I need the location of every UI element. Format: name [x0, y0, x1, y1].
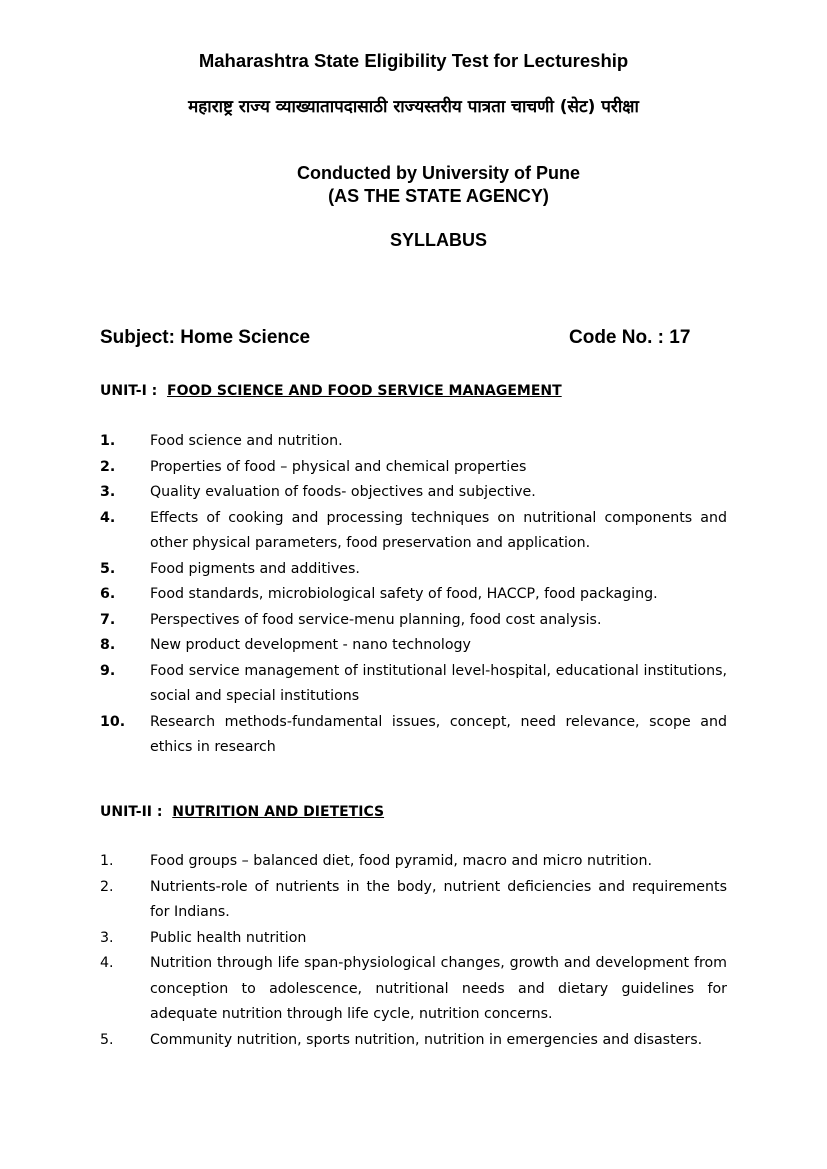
- conducted-block: [0, 162, 827, 208]
- marathi-title: महाराष्ट्र राज्य व्याख्यातापदासाठी राज्यस्तरीय पात्रता चाचणी (सेट) परीक्षा: [188, 97, 639, 117]
- unit-1-heading: [100, 383, 562, 399]
- unit-1-prefix: UNIT-I :: [100, 383, 158, 399]
- unit-1-title: FOOD SCIENCE AND FOOD SERVICE MANAGEMENT: [167, 383, 562, 399]
- exam-title: Maharashtra State Eligibility Test for Lectureship: [198, 50, 629, 71]
- list-item: 5. Community nutrition, sports nutrition, nutrition in emergencies and disasters.: [100, 1031, 703, 1048]
- list-item: 5. Food pigments and additives.: [100, 560, 360, 577]
- list-item: 10. Research methods-fundamental issues, concept, need relevance, scope and ethics in research: [100, 713, 727, 755]
- list-item: 1. Food science and nutrition.: [100, 433, 343, 449]
- list-item: 3. Public health nutrition: [100, 929, 307, 946]
- list-item: 8. New product development - nano technology: [100, 637, 471, 653]
- list-item: 1. Food groups – balanced diet, food pyramid, macro and micro nutrition.: [100, 853, 652, 869]
- syllabus-heading: SYLLABUS: [389, 230, 487, 250]
- list-item: 4. Nutrition through life span-physiological changes, growth and development from conception to adolescence, nutritional needs and dietary guidelines for adequate nutrition through life cycle, nutrition concerns.: [100, 955, 727, 1022]
- conducted-by: Conducted by University of Pune: [296, 163, 581, 183]
- list-item: 3. Quality evaluation of foods- objectives and subjective.: [100, 484, 536, 500]
- unit-2-heading: [100, 804, 384, 820]
- list-item: 7. Perspectives of food service-menu planning, food cost analysis.: [100, 611, 602, 628]
- unit-1-list: [100, 429, 727, 761]
- list-item: 4. Effects of cooking and processing techniques on nutritional components and other physical parameters, food preservation and application.: [100, 509, 727, 551]
- unit-2-prefix: UNIT-II :: [100, 804, 163, 820]
- list-item: 9. Food service management of institutional level-hospital, educational institutions, social and special institutions: [100, 662, 727, 704]
- state-agency: (AS THE STATE AGENCY): [328, 186, 549, 206]
- unit-2-list: [100, 849, 727, 1053]
- list-item: 2. Nutrients-role of nutrients in the body, nutrient deficiencies and requirements for Indians.: [100, 878, 727, 920]
- subject-code: Code No. : 17: [569, 327, 691, 348]
- list-item: 6. Food standards, microbiological safety of food, HACCP, food packaging.: [100, 586, 658, 602]
- subject-label: Subject: Home Science: [100, 327, 311, 348]
- list-item: 2. Properties of food – physical and chemical properties: [100, 458, 527, 475]
- unit-2-title: NUTRITION AND DIETETICS: [172, 804, 385, 820]
